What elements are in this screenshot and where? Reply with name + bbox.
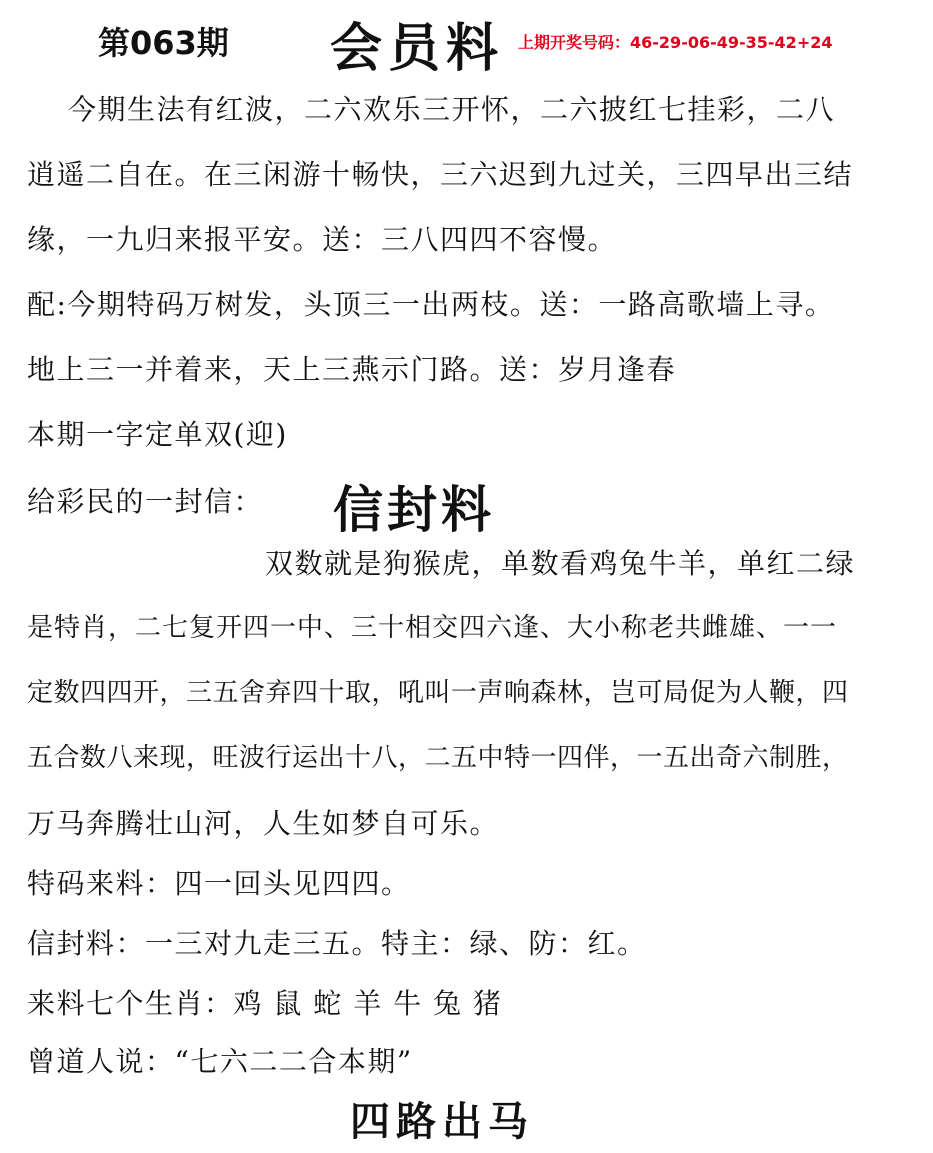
envelope-material-line: 信封料：一三对九走三五。特主：绿、防：红。 (27, 927, 647, 960)
letter-title: 信封料 (333, 480, 495, 539)
last-draw-info (518, 30, 832, 53)
member-line-6: 本期一字定单双(迎) (27, 418, 288, 451)
special-source-line: 特码来料：四一回头见四四。 (27, 867, 411, 900)
last-draw-label: 上期开奖号码： (518, 33, 631, 52)
member-line-3: 缘，一九归来报平安。送：三八四四不容慢。 (27, 223, 618, 256)
last-draw-numbers: 46-29-06-49-35-42+24 (630, 33, 833, 52)
page-title: 会员料 (330, 18, 505, 79)
seven-zodiacs-line: 来料七个生肖：鸡 鼠 蛇 羊 牛 兔 猪 (27, 987, 503, 1020)
letter-line-1: 双数就是狗猴虎，单数看鸡兔牛羊，单红二绿 (265, 547, 856, 580)
letter-intro: 给彩民的一封信： (27, 485, 264, 518)
issue-number: 第063期 (98, 24, 229, 62)
member-line-5: 地上三一并着来，天上三燕示门路。送：岁月逢春 (27, 353, 677, 386)
zeng-says-line: 曾道人说：“七六二二合本期” (27, 1045, 413, 1078)
member-line-4: 配:今期特码万树发，头顶三一出两枝。送：一路高歌墙上寻。 (27, 288, 835, 321)
member-line-2: 逍遥二自在。在三闲游十畅快，三六迟到九过关，三四早出三结 (27, 158, 854, 191)
member-line-1: 今期生法有红波，二六欢乐三开怀，二六披红七挂彩，二八 (68, 93, 836, 126)
letter-line-3: 定数四四开，三五舍弃四十取，吼叫一声响森林，岂可局促为人鞭，四 (27, 678, 849, 708)
footer-text: 四路出马 (350, 1098, 534, 1145)
letter-line-2: 是特肖，二七复开四一中、三十相交四六逢、大小称老共雌雄、一一 (27, 613, 838, 643)
letter-line-4: 五合数八来现，旺波行运出十八，二五中特一四伴，一五出奇六制胜， (27, 743, 849, 773)
letter-line-5: 万马奔腾壮山河，人生如梦自可乐。 (27, 807, 500, 840)
